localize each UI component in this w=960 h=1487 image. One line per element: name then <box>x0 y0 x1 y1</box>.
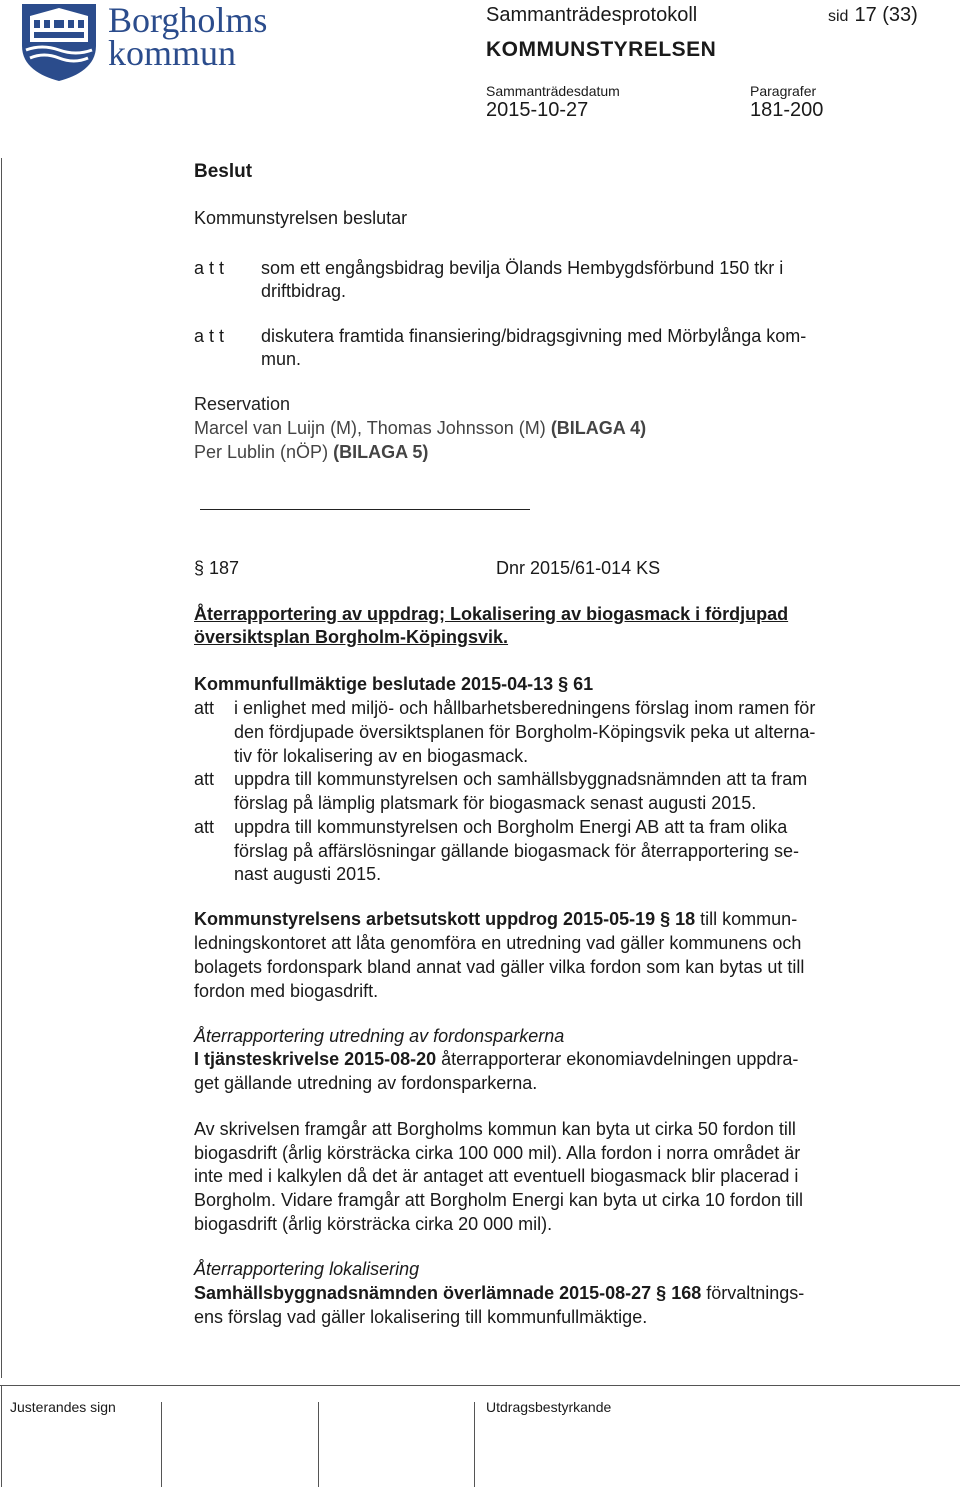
att-label: a t t <box>194 326 225 346</box>
decision-item-2-line-1: diskutera framtida finansiering/bidragsgivning med Mörbylånga kom- <box>261 326 807 346</box>
reservation-names-1: Marcel van Luijn (M), Thomas Johnsson (M) <box>194 418 546 438</box>
page-label: sid <box>828 8 849 25</box>
skrivelse-line-4: Borgholm. Vidare framgår att Borgholm Energi kan byta ut cirka 10 fordon till <box>194 1190 803 1210</box>
fordon-heading: Återrapportering utredning av fordonsparkerna <box>194 1026 565 1046</box>
ksau-line-2: ledningskontoret att låta genomföra en utredning vad gäller kommunens och <box>194 933 802 953</box>
att-label: att <box>194 769 215 789</box>
reservation-line-1 <box>194 416 646 440</box>
ksau-line-3: bolagets fordonspark bland annat vad gäller vilka fordon som kan bytas ut till <box>194 957 805 977</box>
kf-item-1-line-1: i enlighet med miljö- och hållbarhetsberedningens förslag inom ramen för <box>234 698 816 718</box>
footer-top-border <box>0 1385 960 1386</box>
att-label: a t t <box>194 258 225 278</box>
justerandes-sign-label: Justerandes sign <box>10 1399 116 1415</box>
coat-of-arms-icon <box>18 2 100 82</box>
skrivelse-line-3: inte med i kalkylen då det är antaget att eventuell biogasmack blir placerad i <box>194 1166 799 1186</box>
skrivelse-line-1: Av skrivelsen framgår att Borgholms kommun kan byta ut cirka 50 fordon till <box>194 1119 796 1139</box>
kf-item-3-line-3: nast augusti 2015. <box>234 864 382 884</box>
kf-item-3-line-2: förslag på affärslösningar gällande biogasmack för återrapportering se- <box>234 841 799 861</box>
fordon-memo-ref: I tjänsteskrivelse 2015-08-20 <box>194 1049 437 1069</box>
decision-item-2-line-2: mun. <box>261 349 302 369</box>
reservation-names-2: Per Lublin (nÖP) <box>194 442 329 462</box>
frame-left-border <box>1 158 2 1378</box>
meeting-date: 2015-10-27 <box>486 99 589 121</box>
page-value: 17 (33) <box>854 4 918 26</box>
kf-heading: Kommunfullmäktige beslutade 2015-04-13 § 61 <box>194 674 594 694</box>
decision-item-1-line-2: driftbidrag. <box>261 281 347 301</box>
ksau-decision-ref: Kommunstyrelsens arbetsutskott uppdrog 2015-05-19 § 18 <box>194 909 696 929</box>
lokalisering-line-2: ens förslag vad gäller lokalisering till kommunfullmäktige. <box>194 1307 648 1327</box>
lokalisering-decision-ref: Samhällsbyggnadsnämnden överlämnade 2015-08-27 § 168 <box>194 1283 702 1303</box>
lokalisering-line-1-rest: förvaltnings- <box>701 1283 805 1303</box>
ksau-line-4: fordon med biogasdrift. <box>194 981 379 1001</box>
sign-box-divider-3 <box>474 1402 475 1487</box>
fordon-line-2: get gällande utredning av fordonsparkerna. <box>194 1073 538 1093</box>
reservation-heading: Reservation <box>194 394 291 414</box>
ksau-line-1 <box>194 907 797 931</box>
sign-box-divider-2 <box>318 1402 319 1487</box>
logo-wordmark <box>108 0 268 73</box>
utdragsbestyrkande-label: Utdragsbestyrkande <box>486 1399 612 1415</box>
decision-item-1-line-1: som ett engångsbidrag bevilja Ölands Hembygdsförbund 150 tkr i <box>261 258 784 278</box>
decision-intro: Kommunstyrelsen beslutar <box>194 208 408 228</box>
logo-line-2: kommun <box>108 33 237 73</box>
att-label: att <box>194 817 215 837</box>
logo-line-1: Borgholms <box>108 0 268 40</box>
fordon-line-1-rest: återrapporterar ekonomiavdelningen uppdra- <box>436 1049 799 1069</box>
reservation-line-2 <box>194 440 428 464</box>
att-label: att <box>194 698 215 718</box>
kf-item-1-line-2: den fördjupade översiktsplanen för Borgholm-Köpingsvik peka ut alterna- <box>234 722 816 742</box>
page-number <box>828 4 918 27</box>
meeting-date-label: Sammanträdesdatum <box>486 83 620 99</box>
section-dnr: Dnr 2015/61-014 KS <box>496 558 661 578</box>
section-title-line-1: Återrapportering av uppdrag; Lokalisering av biogasmack i fördjupad <box>194 604 789 624</box>
fordon-line-1 <box>194 1047 798 1071</box>
reservation-attachment-1: (BILAGA 4) <box>550 418 647 438</box>
decision-heading: Beslut <box>194 161 253 182</box>
kf-item-2-line-1: uppdra till kommunstyrelsen och samhällsbyggnadsnämnden att ta fram <box>234 769 808 789</box>
paragraphs-label: Paragrafer <box>750 83 817 99</box>
lokalisering-heading: Återrapportering lokalisering <box>194 1259 420 1279</box>
kf-item-3-line-1: uppdra till kommunstyrelsen och Borgholm Energi AB att ta fram olika <box>234 817 788 837</box>
kf-item-1-line-3: tiv för lokalisering av en biogasmack. <box>234 746 529 766</box>
doc-type: Sammanträdesprotokoll <box>486 4 698 26</box>
skrivelse-line-2: biogasdrift (årlig körsträcka cirka 100 000 mil). Alla fordon i norra området är <box>194 1143 801 1163</box>
reservation-attachment-2: (BILAGA 5) <box>333 442 429 462</box>
footer-left-border <box>1 1386 2 1487</box>
paragraphs-range: 181-200 <box>750 99 824 121</box>
committee-name: KOMMUNSTYRELSEN <box>486 38 717 61</box>
kf-item-2-line-2: förslag på lämplig platsmark för biogasmack senast augusti 2015. <box>234 793 757 813</box>
sign-box-divider-1 <box>161 1402 162 1487</box>
ksau-line-1-rest: till kommun- <box>695 909 798 929</box>
lokalisering-line-1 <box>194 1281 804 1305</box>
skrivelse-line-5: biogasdrift (årlig körsträcka cirka 20 000 mil). <box>194 1214 553 1234</box>
section-separator <box>200 509 530 510</box>
section-number: § 187 <box>194 558 240 578</box>
section-title-line-2: översiktsplan Borgholm-Köpingsvik. <box>194 627 509 647</box>
